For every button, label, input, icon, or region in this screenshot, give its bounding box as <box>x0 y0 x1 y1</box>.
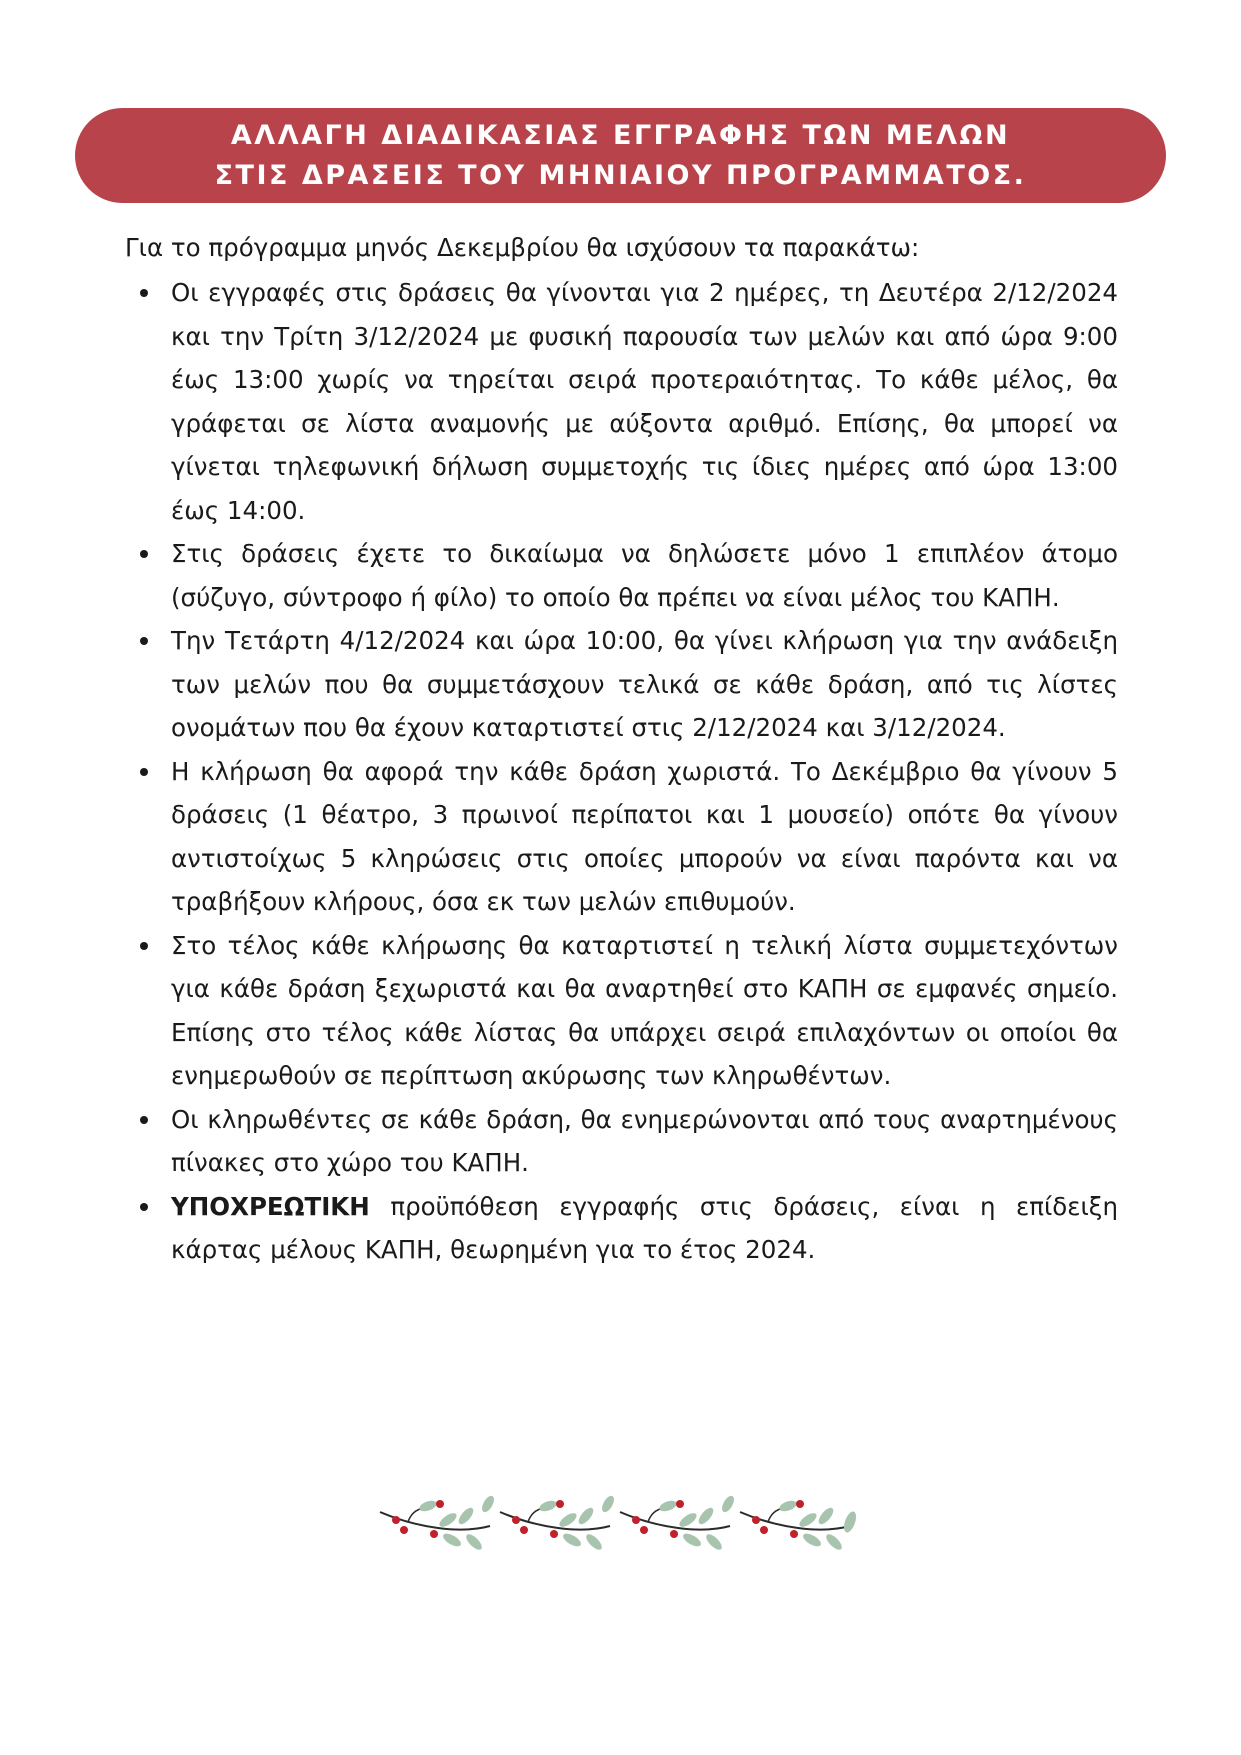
title-banner <box>75 108 1166 203</box>
bullet-icon <box>140 550 148 558</box>
sprig-2 <box>500 1494 616 1552</box>
list-item <box>130 532 1118 619</box>
list-item <box>130 1098 1118 1185</box>
bullet-icon <box>140 1116 148 1124</box>
list-item-text: προϋπόθεση εγγραφής στις δράσεις, είναι η επίδειξη κάρτας μέλους ΚΑΠΗ, θεωρημένη για το έτος 2024. <box>171 1191 1118 1264</box>
title-line-1: ΑΛΛΑΓΗ ΔΙΑΔΙΚΑΣΙΑΣ ΕΓΓΡΑΦΗΣ ΤΩΝ ΜΕΛΩΝ <box>230 119 1011 151</box>
intro-text: Για το πρόγραμμα μηνός Δεκεμβρίου θα ισχύσουν τα παρακάτω: <box>125 233 920 262</box>
bullet-icon <box>140 942 148 950</box>
list-item-text: Την Τετάρτη 4/12/2024 και ώρα 10:00, θα γίνει κλήρωση για την ανάδειξη των μελών που θα συμμετάσχουν τελικά σε κάθε δράση, από τις λίστες ονομάτων που θα έχουν καταρτιστεί στις 2/12/2024 και 3/12/2024. <box>171 626 1118 742</box>
list-item-mandatory <box>130 1185 1118 1272</box>
sprig-4 <box>740 1499 858 1553</box>
bullet-icon <box>140 1203 148 1211</box>
bullet-icon <box>140 637 148 645</box>
list-item-text: Η κλήρωση θα αφορά την κάθε δράση χωριστά. Το Δεκέμβριο θα γίνουν 5 δράσεις (1 θέατρο, 3 πρωινοί περίπατοι και 1 μουσείο) οπότε θα γίνουν αντιστοίχως 5 κληρώσεις στις οποίες μπορούν να είναι παρόντα και να τραβήξουν κλήρους, όσα εκ των μελών επιθυμούν. <box>171 756 1118 916</box>
title-line-2: ΣΤΙΣ ΔΡΑΣΕΙΣ ΤΟΥ ΜΗΝΙΑΙΟΥ ΠΡΟΓΡΑΜΜΑΤΟΣ. <box>214 159 1027 191</box>
list-item-text: Οι κληρωθέντες σε κάθε δράση, θα ενημερώνονται από τους αναρτημένους πίνακες στο χώρο του ΚΑΠΗ. <box>171 1104 1118 1177</box>
rules-list <box>130 271 1118 1272</box>
bullet-icon <box>140 768 148 776</box>
bullet-icon <box>140 289 148 297</box>
list-item <box>130 750 1118 924</box>
list-item-text: Στις δράσεις έχετε το δικαίωμα να δηλώσετε μόνο 1 επιπλέον άτομο (σύζυγο, σύντροφο ή φίλο) το οποίο θα πρέπει να είναι μέλος του ΚΑΠΗ. <box>171 539 1118 612</box>
list-item <box>130 924 1118 1098</box>
mandatory-label: ΥΠΟΧΡΕΩΤΙΚΗ <box>171 1191 370 1221</box>
list-item-text: Στο τέλος κάθε κλήρωσης θα καταρτιστεί η τελική λίστα συμμετεχόντων για κάθε δράση ξεχωριστά και θα αναρτηθεί στο ΚΑΠΗ σε εμφανές σημείο. Επίσης στο τέλος κάθε λίστας θα υπάρχει σειρά επιλαχόντων οι οποίοι θα ενημερωθούν σε περίπτωση ακύρωσης των κληρωθέντων. <box>171 930 1118 1090</box>
holly-garland-icon <box>378 1490 868 1556</box>
list-item <box>130 619 1118 750</box>
list-item <box>130 271 1118 532</box>
sprig-1 <box>380 1494 496 1552</box>
sprig-3 <box>620 1494 736 1552</box>
list-item-text: Οι εγγραφές στις δράσεις θα γίνονται για 2 ημέρες, τη Δευτέρα 2/12/2024 και την Τρίτη 3/12/2024 με φυσική παρουσία των μελών και από ώρα 9:00 έως 13:00 χωρίς να τηρείται σειρά προτεραιότητας. Το κάθε μέλος, θα γράφεται σε λίστα αναμονής με αύξοντα αριθμό. Επίσης, θα μπορεί να γίνεται τηλεφωνική δήλωση συμμετοχής τις ίδιες ημέρες από ώρα 13:00 έως 14:00. <box>171 278 1118 525</box>
